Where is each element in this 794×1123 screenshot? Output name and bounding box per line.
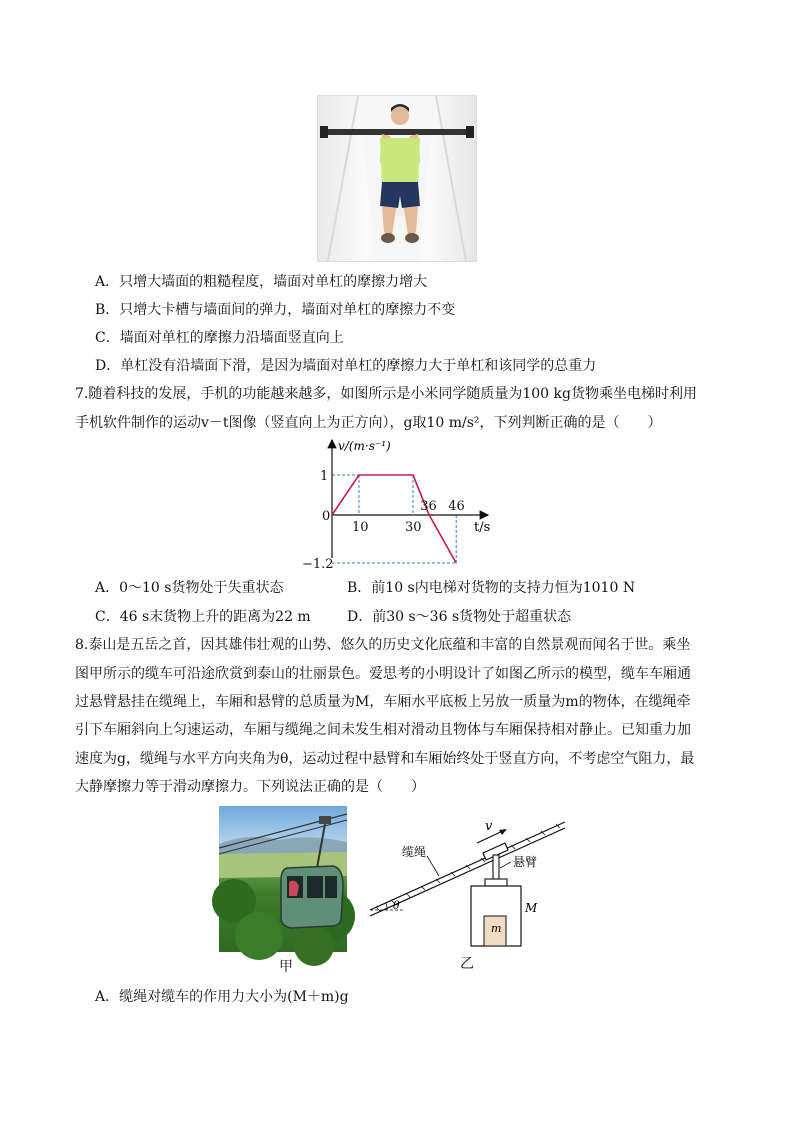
vt-series-line <box>332 475 456 563</box>
y-tick-label: 1 <box>320 469 329 484</box>
y-axis-label: v/(m·s⁻¹) <box>338 439 391 453</box>
cable-car-photo <box>219 806 347 952</box>
q6-option-a: A．只增大墙面的粗糙程度，墙面对单杠的摩擦力增大 <box>95 274 428 290</box>
cable-model-diagram <box>365 810 570 950</box>
cabin-mass-label: M <box>525 901 538 915</box>
q8-stem-line-1: 8.泰山是五岳之首，因其雄伟壮观的山势、悠久的历史文化底蕴和丰富的自然景观而闻名于世。乘坐 <box>75 637 691 653</box>
q8-stem-line-2: 图甲所示的缆车可沿途欣赏到泰山的壮丽景色。爱思考的小明设计了如图乙所示的模型，缆车车厢通 <box>75 666 691 682</box>
q7-option-d: D．前30 s～36 s货物处于超重状态 <box>347 609 572 625</box>
object-mass-label: m <box>491 922 502 935</box>
q7-option-b: B．前10 s内电梯对货物的支持力恒为1010 N <box>347 580 636 596</box>
q7-stem-line-2: 手机软件制作的运动v－t图像（竖直向上为正方向），g取10 m/s²，下列判断正确的是（ ） <box>75 415 662 431</box>
q6-option-c: C．墙面对单杠的摩擦力沿墙面竖直向上 <box>95 330 344 346</box>
fig-jia-caption: 甲 <box>279 959 293 975</box>
x-tick-label: 0 <box>322 509 331 524</box>
velocity-label: v <box>485 819 493 834</box>
x-axis-label: t/s <box>474 520 491 535</box>
x-tick-label: 36 <box>420 499 437 514</box>
x-tick-label: 46 <box>448 499 465 514</box>
vt-chart <box>300 436 500 572</box>
x-tick-label: 10 <box>352 520 369 535</box>
q8-stem-line-6: 大静摩擦力等于滑动摩擦力。下列说法正确的是（ ） <box>75 779 425 795</box>
fig-yi-caption: 乙 <box>460 956 474 972</box>
q8-stem-line-5: 速度为g，缆绳与水平方向夹角为θ，运动过程中悬臂和车厢始终处于竖直方向，不考虑空气阻力，最 <box>75 751 695 767</box>
rope-label: 缆绳 <box>402 845 427 859</box>
q8-stem-line-4: 引下车厢斜向上匀速运动，车厢与缆绳之间未发生相对滑动且物体与车厢保持相对静止。已知重力加 <box>75 722 691 738</box>
y-tick-label: −1.2 <box>302 557 334 572</box>
q8-stem-line-3: 过悬臂悬挂在缆绳上，车厢和悬臂的总质量为M，车厢水平底板上另放一质量为m的物体，在缆绳牵 <box>75 694 691 710</box>
x-tick-label: 30 <box>405 520 422 535</box>
q8-option-a: A．缆绳对缆车的作用力大小为(M＋m)g <box>95 989 349 1005</box>
theta-label: θ <box>393 899 400 912</box>
q7-option-c: C．46 s末货物上升的距离为22 m <box>95 609 311 625</box>
q6-option-b: B．只增大卡槽与墙面间的弹力，墙面对单杠的摩擦力不变 <box>95 302 456 318</box>
q6-option-d: D．单杠没有沿墙面下滑，是因为墙面对单杠的摩擦力大于单杠和该同学的总重力 <box>95 358 597 374</box>
arm-label: 悬臂 <box>513 855 538 869</box>
q7-option-a: A．0～10 s货物处于失重状态 <box>95 580 284 596</box>
pullup-photo <box>317 95 477 262</box>
q7-stem-line-1: 7.随着科技的发展，手机的功能越来越多，如图所示是小米同学随质量为100 kg货物乘坐电梯时利用 <box>75 386 697 402</box>
